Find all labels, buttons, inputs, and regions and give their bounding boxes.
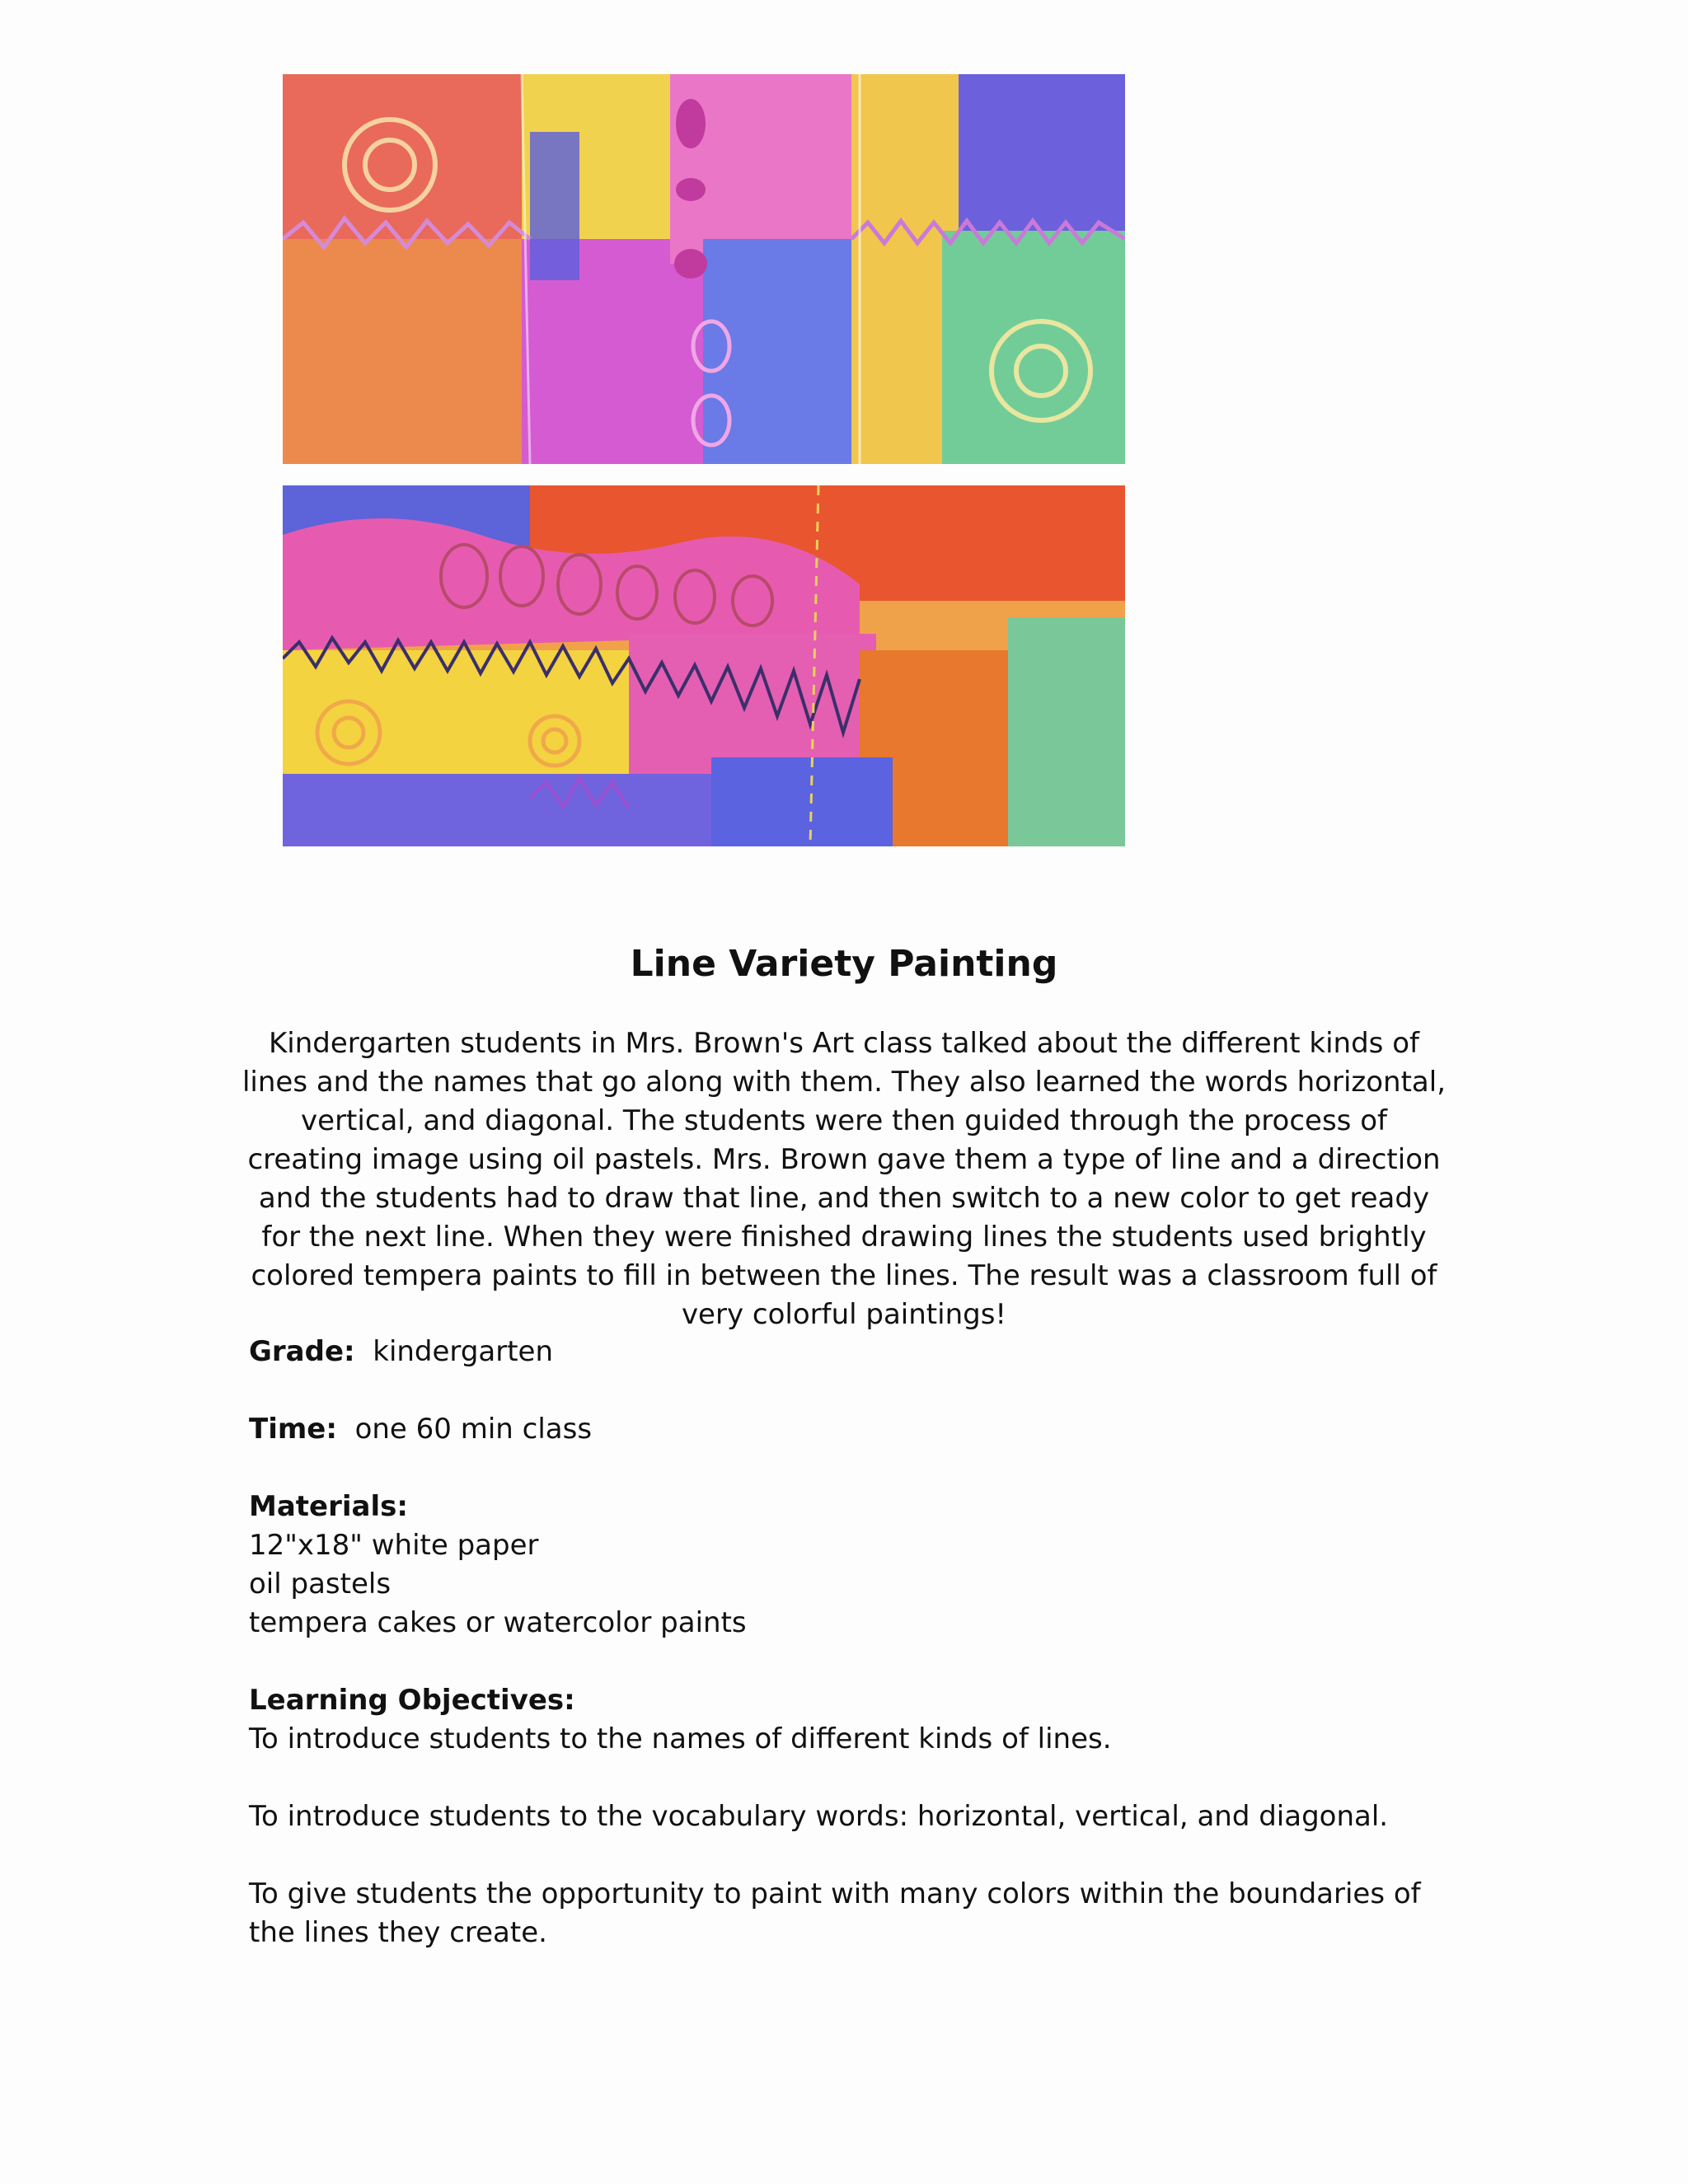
objectives-label: Learning Objectives: [249, 1684, 575, 1717]
material-item: tempera cakes or watercolor paints [249, 1606, 747, 1639]
material-item: 12"x18" white paper [249, 1529, 539, 1562]
page-title: Line Variety Painting [630, 943, 1058, 985]
time-label: Time: [249, 1413, 337, 1446]
student-painting-bottom [283, 485, 1125, 846]
materials-label: Materials: [249, 1490, 408, 1523]
grade-line [249, 1333, 553, 1371]
materials-heading [249, 1488, 408, 1526]
objectives-heading [249, 1681, 575, 1720]
objective-item: To introduce students to the vocabulary words: horizontal, vertical, and diagonal. [249, 1800, 1389, 1833]
objective-item: To give students the opportunity to paint with many colors within the boundaries of the lines they create. [249, 1877, 1421, 1949]
grade-label: Grade: [249, 1335, 355, 1368]
material-item: oil pastels [249, 1568, 392, 1601]
student-painting-top [283, 74, 1125, 464]
intro-paragraph: Kindergarten students in Mrs. Brown's Art class talked about the different kinds of lines and the names that go along with them. They also learned the words horizontal, vertical, and diagonal. The students were then guided through the process of creating image using oil pastels. Mrs. Brown gave them a type of line and a direction and the students had to draw that line, and then switch to a new color to get ready for the next line. When they were finished drawing lines the students used brightly colored tempera paints to fill in between the lines. The result was a classroom full of very colorful paintings! [241, 1027, 1447, 1331]
objective-item: To introduce students to the names of different kinds of lines. [249, 1722, 1112, 1755]
time-line [249, 1410, 592, 1449]
time-value: one 60 min class [354, 1413, 593, 1446]
grade-value: kindergarten [373, 1335, 554, 1368]
